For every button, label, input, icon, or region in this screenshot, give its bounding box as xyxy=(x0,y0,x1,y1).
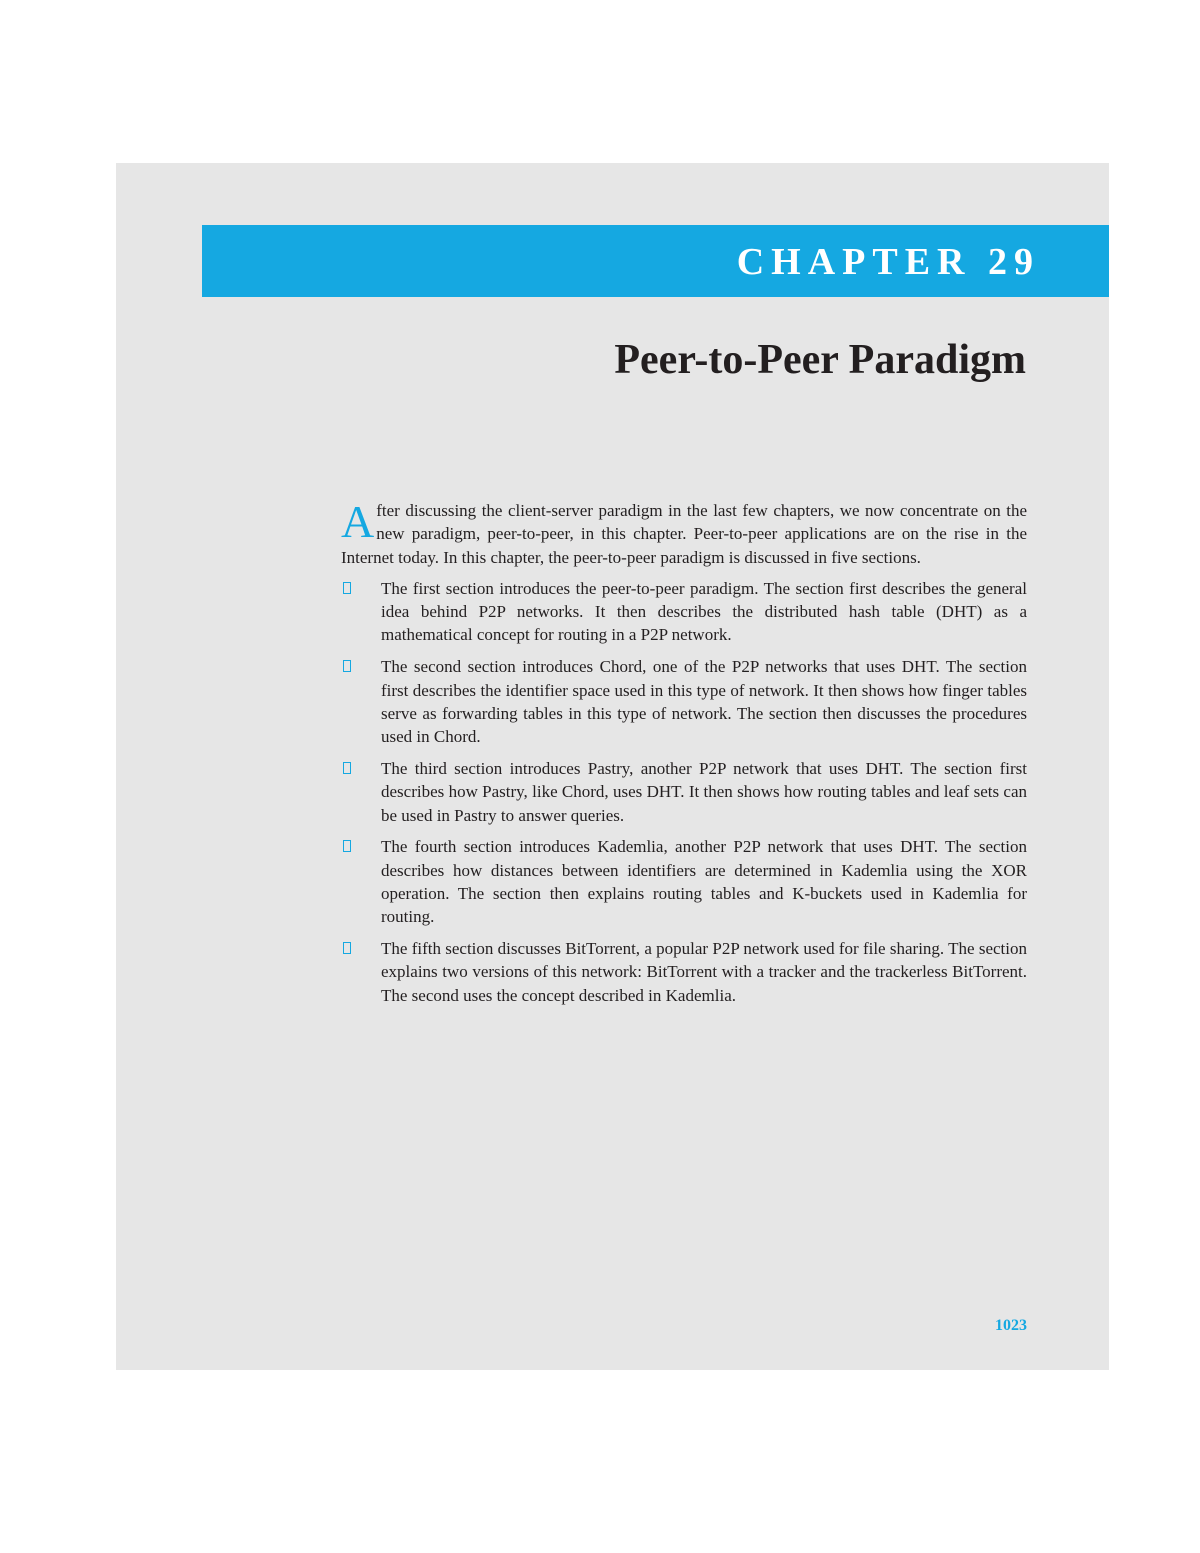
chapter-title: Peer-to-Peer Paradigm xyxy=(614,337,1026,383)
intro-text: fter discussing the client-server paradigm in the last few chapters, we now concentrate on the new paradigm, peer-to-peer, in this chapter. Peer-to-peer applications are on the rise in the Internet today. In this chapter, the peer-to-peer paradigm is discussed in five sections. xyxy=(341,501,1027,567)
list-item xyxy=(341,835,1027,928)
square-bullet-icon xyxy=(343,840,351,852)
square-bullet-icon xyxy=(343,942,351,954)
intro-paragraph xyxy=(341,496,1027,569)
list-item-text: The first section introduces the peer-to-peer paradigm. The section first describes the general idea behind P2P networks. It then describes the distributed hash table (DHT) as a mathematical concept for routing in a P2P network. xyxy=(381,578,1027,645)
list-item xyxy=(341,757,1027,827)
chapter-introduction xyxy=(341,496,1027,1015)
page-number: 1023 xyxy=(995,1317,1027,1334)
square-bullet-icon xyxy=(343,582,351,594)
chapter-label: CHAPTER 29 xyxy=(736,241,1040,283)
list-item xyxy=(341,937,1027,1007)
section-summary-list xyxy=(341,577,1027,1007)
list-item-text: The fourth section introduces Kademlia, another P2P network that uses DHT. The section describes how distances between identifiers are determined in Kademlia using the XOR operation. The section then explains routing tables and K-buckets used in Kademlia for routing. xyxy=(381,837,1027,927)
square-bullet-icon xyxy=(343,660,351,672)
list-item-text: The second section introduces Chord, one of the P2P networks that uses DHT. The section first describes the identifier space used in this type of network. It then shows how finger tables serve as forwarding tables in this type of network. The section then discusses the procedures used in Chord. xyxy=(381,657,1027,747)
list-item xyxy=(341,655,1027,748)
chapter-banner xyxy=(202,225,1109,297)
drop-cap: A xyxy=(341,496,375,547)
list-item-text: The third section introduces Pastry, another P2P network that uses DHT. The section first describes how Pastry, like Chord, uses DHT. It then shows how routing tables and leaf sets can be used in Pastry to answer queries. xyxy=(381,758,1027,825)
square-bullet-icon xyxy=(343,762,351,774)
list-item-text: The fifth section discusses BitTorrent, a popular P2P network used for file sharing. The section explains two versions of this network: BitTorrent with a tracker and the trackerless BitTorrent. The second uses the concept described in Kademlia. xyxy=(381,939,1027,1005)
document-page xyxy=(116,163,1109,1370)
list-item xyxy=(341,577,1027,647)
